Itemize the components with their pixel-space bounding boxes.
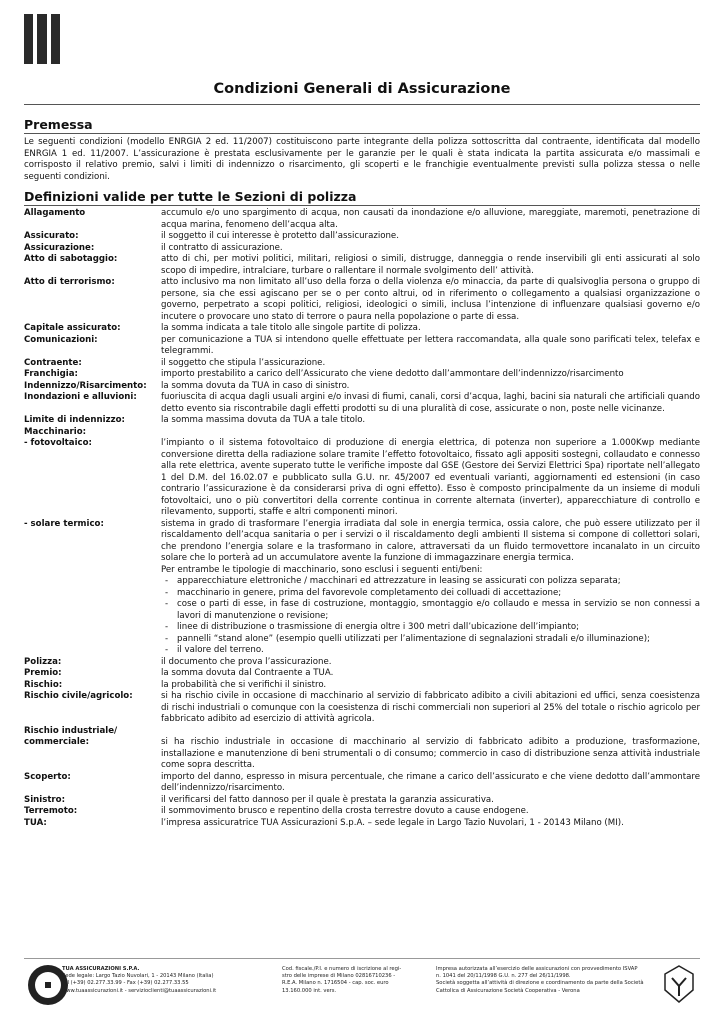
exclusion-item	[161, 588, 700, 600]
definition-paragraph: si ha rischio civile in occasione di macchinario al servizio di fabbricato adibito a civili abitazioni ed uffici, senza coesistenza di rischi industriali o comunque con la coesistenza di rischi commerciali non superiori al 25% del totale o rischio agricolo per fabbricato adibito ad esercizio di attività agricola.	[161, 691, 700, 724]
definition-row	[24, 691, 700, 726]
definition-paragraph: sistema in grado di trasformare l’energia irradiata dal sole in energia termica, ossia calore, che può essere utilizzato per il riscaldamento dell’acqua sanitaria o per i servizi o il riscaldamento degli ambienti Il sistema si compone di collettori solari, che prendono l’energia solare e la trasformano in calore, attraversati da un fluido termovettore incanalato in un circuito solare che lo porterà ad un accumulatore avente la funzione di immagazzinare energia termica.	[161, 518, 700, 563]
exclusion-text: cose o parti di esse, in fase di costruzione, montaggio, smontaggio e/o collaudo e messa in servizio se non connessi a lavori di manutenzione o revisione;	[177, 599, 700, 621]
definition-text	[161, 806, 700, 818]
definition-row	[24, 668, 700, 680]
definition-term: Macchinario:	[24, 426, 87, 437]
definition-text	[161, 208, 700, 231]
definition-row	[24, 806, 700, 818]
definition-term: Rischio:	[24, 679, 63, 690]
definition-term: Capitale assicurato:	[24, 323, 121, 333]
footer-authorization-info	[436, 966, 666, 995]
definition-text	[161, 392, 700, 415]
footer-divider	[24, 958, 700, 959]
bullet-dash-icon: -	[165, 576, 169, 586]
exclusion-item	[161, 645, 700, 657]
definition-text	[161, 427, 700, 439]
premessa-heading: Premessa	[24, 117, 93, 132]
footer-line: Società soggetta all’attività di direzione e coordinamento da parte della Società	[436, 980, 644, 987]
exclusion-text: pannelli “stand alone” (esempio quelli utilizzati per l’alimentazione di segnalazioni stradali e/o illuminazione);	[177, 633, 650, 644]
definition-term: TUA:	[24, 817, 47, 828]
definition-term: Allagamento	[24, 208, 86, 218]
definition-paragraph: la somma indicata a tale titolo alle singole partite di polizza.	[161, 323, 421, 333]
definition-row	[24, 392, 700, 415]
definition-text	[161, 818, 700, 830]
bullet-dash-icon: -	[165, 587, 169, 598]
footer-line: stro delle imprese di Milano 02816710236 -	[282, 973, 396, 980]
definition-text	[161, 795, 700, 807]
definition-term: commerciale:	[24, 737, 90, 747]
definition-text	[161, 438, 700, 519]
definition-row	[24, 369, 700, 381]
definition-term: - fotovoltaico:	[24, 438, 92, 448]
premessa-divider	[24, 133, 700, 134]
definition-text	[161, 277, 700, 323]
logo-bar	[51, 14, 60, 64]
definition-paragraph: il contratto di assicurazione.	[161, 242, 283, 253]
bullet-dash-icon: -	[165, 599, 169, 609]
definition-paragraph: la probabilità che si verifichi il sinistro.	[161, 679, 327, 690]
definition-text	[161, 358, 700, 370]
bullet-dash-icon: -	[165, 622, 169, 632]
footer-line: 13.160.000 int. vers.	[282, 987, 337, 994]
definitions-list	[24, 208, 700, 829]
definition-term: Inondazioni e alluvioni:	[24, 392, 137, 402]
definition-paragraph: importo del danno, espresso in misura percentuale, che rimane a carico dell’assicurato e che viene dedotto dall’ammontare dell’indennizzo/risarcimento.	[161, 771, 700, 793]
definition-text	[161, 668, 700, 680]
definition-paragraph: il soggetto che stipula l’assicurazione.	[161, 357, 326, 368]
title-divider	[24, 104, 700, 105]
page-title: Condizioni Generali di Assicurazione	[213, 81, 511, 97]
definition-row	[24, 438, 700, 519]
footer-company-info	[62, 966, 267, 995]
definition-text	[161, 737, 700, 772]
definition-row	[24, 335, 700, 358]
footer	[24, 964, 700, 1008]
definition-row	[24, 358, 700, 370]
definition-text	[161, 726, 700, 738]
definition-paragraph: l’impianto o il sistema fotovoltaico di produzione di energia elettrica, di potenza non superiore a 1.000Kwp mediante conversione diretta della radiazione solare tramite l’effetto fotovoltaico, fissato agli appositi sostegni, collaudato e connesso alla rete elettrica, avente superato tutte le verifiche imposte dal GSE (Gestore dei Servizi Elettrici Spa) riportate nell’allegato 1 del D.M. del 16.02.07 e pubblicato sulla G.U. nr. 45/2007 ed eventuali varianti, aggiornamenti ed estensioni (in caso contrario l’assicurazione è da considerarsi priva di ogni effetto). Esso è composto principalmente da un insieme di moduli fotovoltaici, uno o più convertitori della corrente continua in corrente alternata (inverter), apparecchiature di controllo e rilevamento, supporti, staffe e altri componenti minori.	[161, 438, 700, 517]
definition-text	[161, 369, 700, 381]
exclusion-text: macchinario in genere, prima del favorevole completamento dei colluadi di accettazione;	[177, 587, 562, 598]
definition-term: Contraente:	[24, 357, 82, 368]
footer-line: Cod. fiscale./P.I. e numero di iscrizione al regi-	[282, 966, 402, 972]
definition-term: Indennizzo/Risarcimento:	[24, 380, 147, 391]
footer-line: www.tuaassicurazioni.it - servizioclienti@tuaassicurazioni.it	[62, 987, 217, 994]
bullet-dash-icon: -	[165, 645, 169, 655]
definition-paragraph: la somma massima dovuta da TUA a tale titolo.	[161, 415, 366, 425]
definition-term: Limite di indennizzo:	[24, 415, 125, 425]
definition-paragraph: importo prestabilito a carico dell’Assicurato che viene dedotto dall’ammontare dell’indennizzo/risarcimento	[161, 369, 624, 379]
footer-line: Impresa autorizzata all’esercizio delle assicurazioni con provvedimento ISVAP	[436, 966, 638, 972]
definition-row	[24, 818, 700, 830]
definition-text	[161, 254, 700, 277]
definition-term: Assicurato:	[24, 231, 79, 241]
definition-row	[24, 795, 700, 807]
definition-term: Polizza:	[24, 656, 62, 667]
definition-text	[161, 335, 700, 358]
definition-row	[24, 415, 700, 427]
definition-term: Franchigia:	[24, 369, 78, 379]
definition-paragraph: atto inclusivo ma non limitato all’uso della forza o della violenza e/o minaccia, da parte di qualsivoglia persona o gruppo di persone, sia che essi agiscano per se o per conto altrui, od in riferimento o collegamento a qualsiasi organizzazione o governo, perpetrato a scopi politici, religiosi, ideologici o simili, inclusa l’intenzione di influenzare qualsiasi governo e/o incutere o provocare uno stato di terrore o paura nella popolazione o parte di essa.	[161, 277, 700, 322]
definition-text	[161, 323, 700, 335]
definition-row	[24, 737, 700, 772]
definition-term: Atto di sabotaggio:	[24, 254, 118, 264]
definition-row	[24, 277, 700, 323]
definition-term: Scoperto:	[24, 771, 71, 782]
definition-paragraph: si ha rischio industriale in occasione di macchinario al servizio di fabbricato adibito a produzione, trasformazione, installazione e manutenzione di beni strumentali o di consumo; commercio in caso di distribuzione senza attività industriale come sopra descritta.	[161, 737, 700, 770]
definition-text	[161, 772, 700, 795]
definition-row	[24, 323, 700, 335]
definition-paragraph: il verificarsi del fatto dannoso per il quale è prestata la garanzia assicurativa.	[161, 794, 494, 805]
footer-registry-info	[282, 966, 422, 995]
logo-bar	[37, 14, 46, 64]
definition-text	[161, 243, 700, 255]
definition-text	[161, 381, 700, 393]
definition-row	[24, 243, 700, 255]
definition-term: - solare termico:	[24, 518, 104, 529]
definition-paragraph: l’impresa assicuratrice TUA Assicurazioni S.p.A. – sede legale in Largo Tazio Nuvolari, 1 - 20143 Milano (MI).	[161, 817, 624, 828]
definition-paragraph: per comunicazione a TUA si intendono quelle effettuate per lettera raccomandata, alla quale sono parificati telex, telefax e telegrammi.	[161, 334, 700, 356]
definition-row	[24, 231, 700, 243]
definition-paragraph: il documento che prova l’assicurazione.	[161, 656, 332, 667]
definition-row	[24, 680, 700, 692]
definition-paragraph: il soggetto il cui interesse è protetto dall’assicurazione.	[161, 231, 399, 241]
exclusion-text: il valore del terreno.	[177, 645, 264, 655]
definition-paragraph: atto di chi, per motivi politici, militari, religiosi o simili, distrugge, danneggia o rende inservibili gli enti assicurati al solo scopo di impedire, intralciare, turbare o rallentare il normale svolgimento dell’ attività.	[161, 254, 700, 276]
definition-row	[24, 208, 700, 231]
exclusions-list	[161, 576, 700, 657]
definition-row	[24, 726, 700, 738]
exclusion-item	[161, 622, 700, 634]
definition-row	[24, 772, 700, 795]
definition-text	[161, 680, 700, 692]
definition-term: Assicurazione:	[24, 242, 95, 253]
definition-text	[161, 657, 700, 669]
definition-term: Premio:	[24, 668, 62, 678]
exclusion-item	[161, 576, 700, 588]
definition-term: Sinistro:	[24, 794, 66, 805]
definition-row	[24, 381, 700, 393]
definition-term: Rischio civile/agricolo:	[24, 691, 133, 701]
definition-term: Rischio industriale/	[24, 725, 118, 736]
footer-line: R.E.A. Milano n. 1716504 - cap. soc. euro	[282, 980, 389, 987]
footer-line: Tel (+39) 02.277.33.99 - Fax (+39) 02.277.33.55	[62, 980, 189, 987]
footer-line: Cattolica di Assicurazione Società Cooperativa - Verona	[436, 987, 580, 994]
exclusion-item	[161, 599, 700, 622]
definition-paragraph: fuoriuscita di acqua dagli usuali argini e/o invasi di fiumi, canali, corsi d’acqua, laghi, bacini sia naturali che artificiali quando detto evento sia riscontrabile dagli effetti prodotti su di una pluralità di cose, assicurate o non, poste nelle vicinanze.	[161, 392, 700, 414]
tua-logo	[24, 14, 60, 64]
footer-line: n. 1041 del 20/11/1998 G.U. n. 277 del 26/11/1998.	[436, 973, 571, 980]
footer-line: TUA ASSICURAZIONI S.P.A.	[62, 966, 140, 972]
exclusion-text: apparecchiature elettroniche / macchinari ed attrezzature in leasing se assicurati con polizza separata;	[177, 576, 621, 586]
definition-term: Terremoto:	[24, 806, 78, 816]
premessa-text: Le seguenti condizioni (modello ENRGIA 2 ed. 11/2007) costituiscono parte integrante della polizza sottoscritta dal contraente, identificata dal modello ENRGIA 1 ed. 11/2007. L’assicurazione è prestata esclusivamente per le garanzie per le quali è stata indicata la partita assicurata e/o massimali e corrisposto il relativo premio, salvi i limiti di indennizzo o risarcimento, gli scoperti e le franchigie eventualmente previsti sulla polizza stessa o nelle seguenti condizioni.	[24, 137, 700, 182]
definizioni-heading: Definizioni valide per tutte le Sezioni di polizza	[24, 189, 357, 204]
definition-row	[24, 657, 700, 669]
definition-text	[161, 231, 700, 243]
cattolica-group-icon	[662, 964, 696, 1004]
footer-line: Sede legale: Largo Tazio Nuvolari, 1 - 20143 Milano (Italia)	[62, 973, 214, 980]
definition-term: Comunicazioni:	[24, 334, 98, 345]
definition-text	[161, 415, 700, 427]
definition-row	[24, 254, 700, 277]
definition-row	[24, 519, 700, 657]
definition-paragraph: la somma dovuta dal Contraente a TUA.	[161, 668, 334, 678]
definition-paragraph: la somma dovuta da TUA in caso di sinistro.	[161, 380, 350, 391]
definition-row	[24, 427, 700, 439]
logo-bar	[24, 14, 33, 64]
definition-paragraph: il sommovimento brusco e repentino della crosta terrestre dovuto a cause endogene.	[161, 806, 529, 816]
exclusion-item	[161, 634, 700, 646]
definition-paragraph: Per entrambe le tipologie di macchinario, sono esclusi i seguenti enti/beni:	[161, 564, 483, 575]
definition-text	[161, 519, 700, 657]
definition-term: Atto di terrorismo:	[24, 277, 115, 287]
definition-text	[161, 691, 700, 726]
bullet-dash-icon: -	[165, 633, 169, 644]
definition-paragraph: accumulo e/o uno spargimento di acqua, non causati da inondazione e/o alluvione, mareggiate, maremoti, penetrazione di acqua marina, fenomeno dell’acqua alta.	[161, 208, 700, 230]
definizioni-divider	[24, 205, 700, 206]
exclusion-text: linee di distribuzione o trasmissione di energia oltre i 300 metri dall’ubicazione dell’impianto;	[177, 622, 580, 632]
